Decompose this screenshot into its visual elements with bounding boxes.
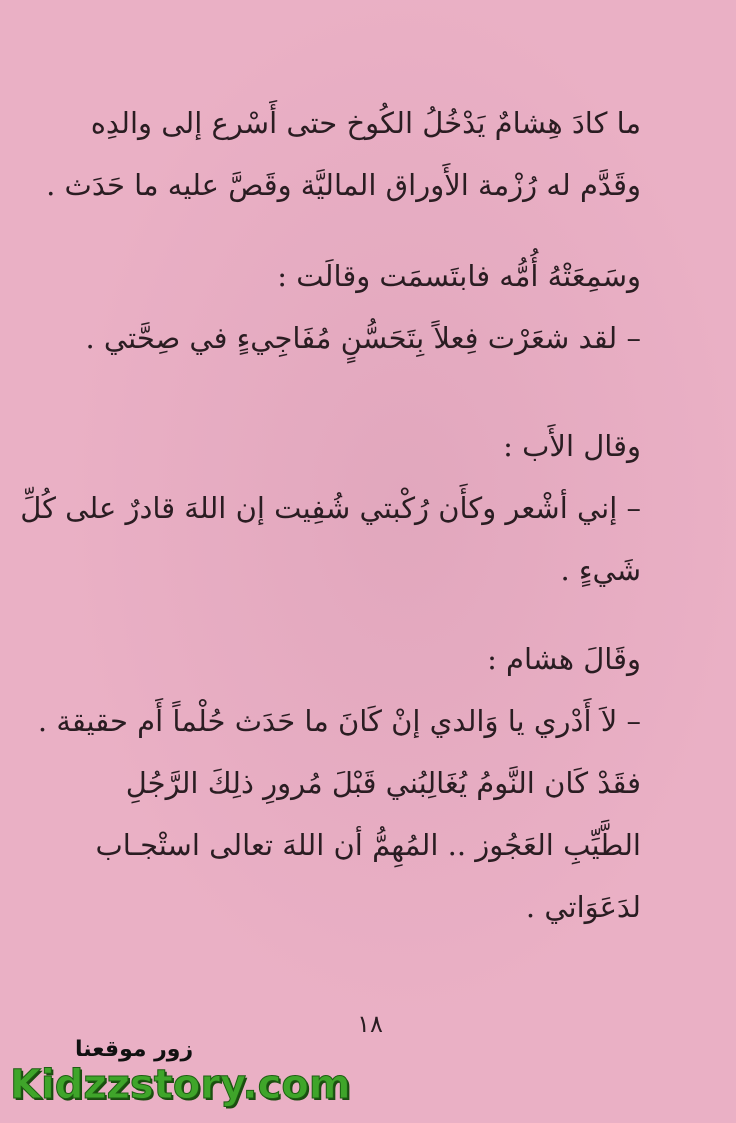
watermark-visit-label: زور موقعنا (75, 1037, 194, 1062)
paragraph-3 (20, 415, 641, 601)
paragraph-2 (85, 245, 641, 369)
text-line: وسَمِعَتْهُ أُمُّه فابتَسمَت وقالَت : (277, 259, 641, 293)
text-line: ما كادَ هِشامٌ يَدْخُلُ الكُوخ حتى أَسْرع إلى والدِه (90, 106, 641, 140)
text-line: لدَعَوَاتي . (525, 890, 641, 924)
paragraph-4 (37, 628, 641, 938)
text-line: الطَّيِّبِ العَجُوز .. المُهِمُّ أن اللهَ تعالى استْجـاب (95, 828, 641, 862)
page-number: ١٨ (357, 1010, 383, 1038)
text-line: فقَدْ كَان النَّومُ يُغَالِبُني قَبْلَ مُرورِ ذلِكَ الرَّجُلِ (125, 766, 641, 800)
text-line: شَيءٍ . (560, 553, 641, 587)
text-line: – إني أشْعر وكأَن رُكْبتي شُفِيت إن اللهَ قادرٌ على كُلِّ (20, 491, 641, 525)
text-line: – لقد شعَرْت فِعلاً بِتَحَسُّنٍ مُفَاجِيءٍ في صِحَّتي . (85, 321, 641, 355)
paragraph-1 (46, 92, 641, 216)
text-line: وقال الأَب : (503, 429, 641, 463)
text-line: وقَدَّم له رُزْمة الأَوراق الماليَّة وقَصَّ عليه ما حَدَث . (46, 168, 641, 202)
text-line: – لاَ أَدْري يا وَالدي إنْ كَانَ ما حَدَث حُلْماً أَم حقيقة . (37, 704, 641, 738)
watermark-site-logo[interactable]: Kidzzstory.com (10, 1062, 351, 1108)
text-line: وقَالَ هشام : (487, 642, 641, 676)
